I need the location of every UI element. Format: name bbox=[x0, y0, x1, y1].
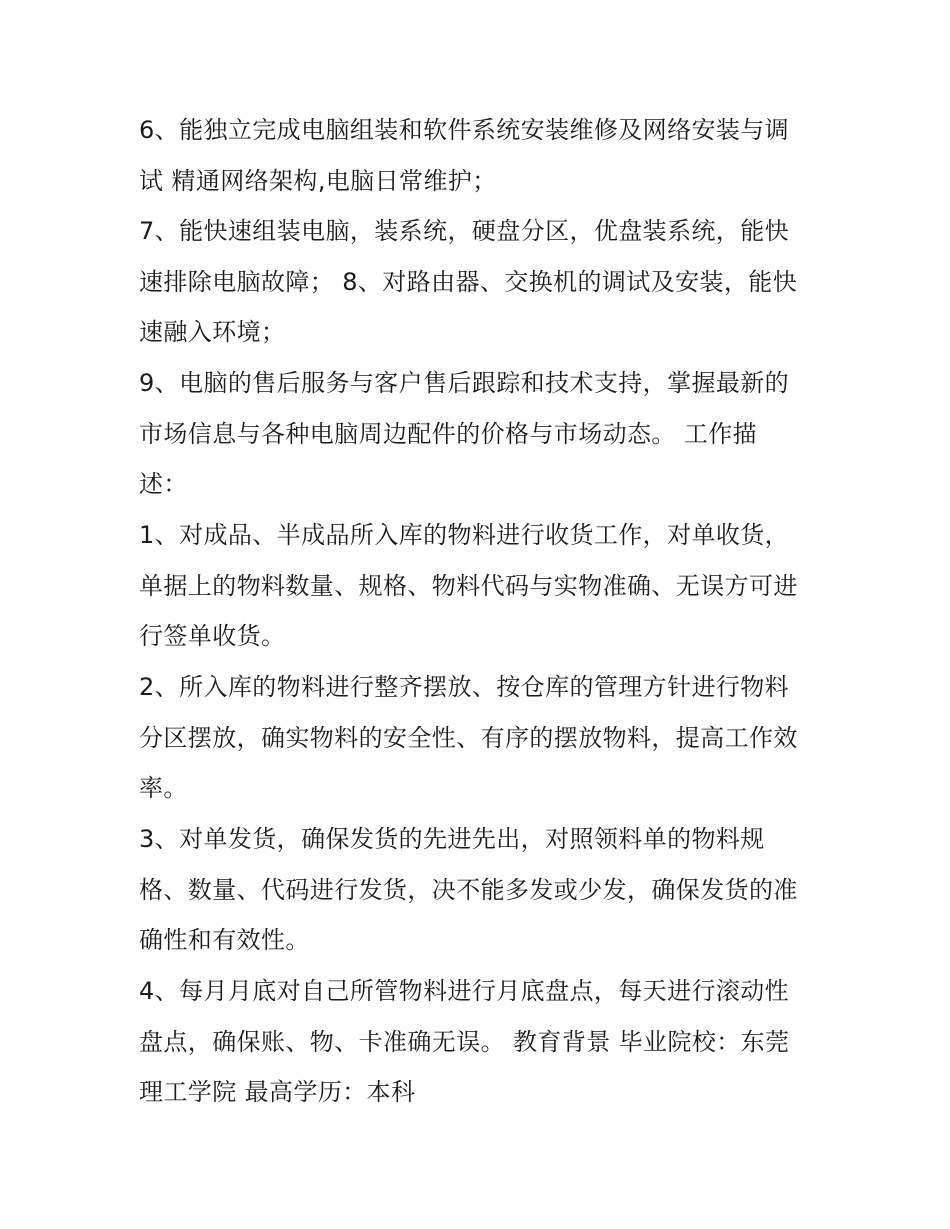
text-line: 理工学院 最高学历：本科 bbox=[139, 1078, 416, 1106]
text-line: 盘点，确保账、物、卡准确无误。 教育背景 毕业院校：东莞 bbox=[139, 1028, 790, 1056]
text-line: 行签单收货。 bbox=[139, 622, 286, 650]
text-line: 2、所入库的物料进行整齐摆放、按仓库的管理方针进行物料 bbox=[139, 673, 790, 701]
text-line: 速融入环境； bbox=[139, 318, 286, 346]
text-line: 7、能快速组装电脑，装系统，硬盘分区，优盘装系统，能快 bbox=[139, 217, 790, 245]
text-line: 速排除电脑故障； 8、对路由器、交换机的调试及安装，能快 bbox=[139, 268, 798, 296]
text-line: 9、电脑的售后服务与客户售后跟踪和技术支持，掌握最新的 bbox=[139, 369, 790, 397]
text-line: 试 精通网络架构,电脑日常维护； bbox=[139, 167, 497, 195]
text-line: 分区摆放，确实物料的安全性、有序的摆放物料，提高工作效 bbox=[139, 724, 798, 752]
text-line: 单据上的物料数量、规格、物料代码与实物准确、无误方可进 bbox=[139, 572, 798, 600]
text-line: 述： bbox=[139, 470, 188, 498]
text-line: 4、每月月底对自己所管物料进行月底盘点，每天进行滚动性 bbox=[139, 977, 790, 1005]
text-line: 确性和有效性。 bbox=[139, 926, 310, 954]
text-line: 3、对单发货，确保发货的先进先出，对照领料单的物料规 bbox=[139, 825, 765, 853]
text-line: 6、能独立完成电脑组装和软件系统安装维修及网络安装与调 bbox=[139, 116, 790, 144]
text-line: 格、数量、代码进行发货，决不能多发或少发，确保发货的准 bbox=[139, 876, 798, 904]
text-line: 1、对成品、半成品所入库的物料进行收货工作，对单收货， bbox=[139, 521, 790, 549]
text-line: 市场信息与各种电脑周边配件的价格与市场动态。 工作描 bbox=[139, 420, 758, 448]
text-line: 率。 bbox=[139, 774, 188, 802]
